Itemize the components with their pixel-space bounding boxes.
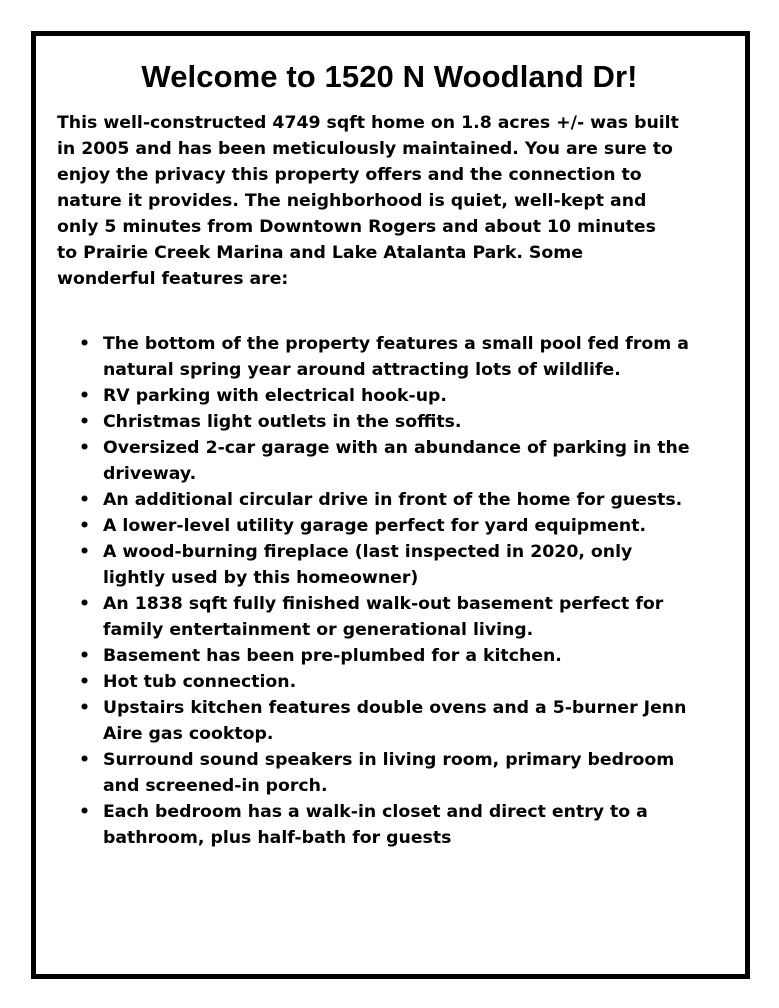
feature-item (79, 799, 693, 851)
feature-item (79, 643, 693, 669)
feature-text: Surround sound speakers in living room, primary bedroom and screened-in porch. (103, 750, 675, 796)
feature-text: Basement has been pre-plumbed for a kitchen. (103, 646, 562, 666)
feature-item (79, 383, 693, 409)
bullet-icon: • (79, 672, 91, 692)
bullet-icon: • (79, 438, 91, 458)
feature-item (79, 539, 693, 591)
feature-item (79, 487, 693, 513)
feature-text: An 1838 sqft fully finished walk-out basement perfect for family entertainment or generational living. (103, 594, 664, 640)
feature-text: The bottom of the property features a small pool fed from a natural spring year around attracting lots of wildlife. (103, 334, 689, 380)
feature-text: A lower-level utility garage perfect for yard equipment. (103, 516, 647, 536)
feature-text: Oversized 2-car garage with an abundance of parking in the driveway. (103, 438, 690, 484)
intro-paragraph: This well-constructed 4749 sqft home on 1.8 acres +/- was built in 2005 and has been meticulously maintained. You are sure to enjoy the privacy this property offers and the connection to nature it provides. The neighborhood is quiet, well-kept and only 5 minutes from Downtown Rogers and about 10 minutes to Prairie Creek Marina and Lake Atalanta Park. Some wonderful features are: (57, 113, 679, 289)
bullet-icon: • (79, 386, 91, 406)
feature-item (79, 669, 693, 695)
bullet-icon: • (79, 542, 91, 562)
feature-text: Upstairs kitchen features double ovens and a 5-burner Jenn Aire gas cooktop. (103, 698, 687, 744)
feature-item (79, 747, 693, 799)
feature-item (79, 695, 693, 747)
bullet-icon: • (79, 802, 91, 822)
bullet-icon: • (79, 698, 91, 718)
feature-text: Hot tub connection. (103, 672, 297, 692)
bullet-icon: • (79, 490, 91, 510)
bullet-icon: • (79, 750, 91, 770)
features-list (79, 331, 693, 851)
feature-item (79, 409, 693, 435)
bullet-icon: • (79, 646, 91, 666)
feature-item (79, 331, 693, 383)
feature-item (79, 591, 693, 643)
feature-text: Christmas light outlets in the soffits. (103, 412, 462, 432)
bullet-icon: • (79, 334, 91, 354)
feature-text: An additional circular drive in front of the home for guests. (103, 490, 683, 510)
feature-text: Each bedroom has a walk-in closet and direct entry to a bathroom, plus half-bath for guests (103, 802, 648, 848)
page-title: Welcome to 1520 N Woodland Dr! (141, 59, 638, 94)
feature-item (79, 435, 693, 487)
feature-text: A wood-burning fireplace (last inspected in 2020, only lightly used by this homeowner) (103, 542, 633, 588)
bullet-icon: • (79, 412, 91, 432)
feature-item (79, 513, 693, 539)
bullet-icon: • (79, 594, 91, 614)
bullet-icon: • (79, 516, 91, 536)
feature-text: RV parking with electrical hook-up. (103, 386, 447, 406)
